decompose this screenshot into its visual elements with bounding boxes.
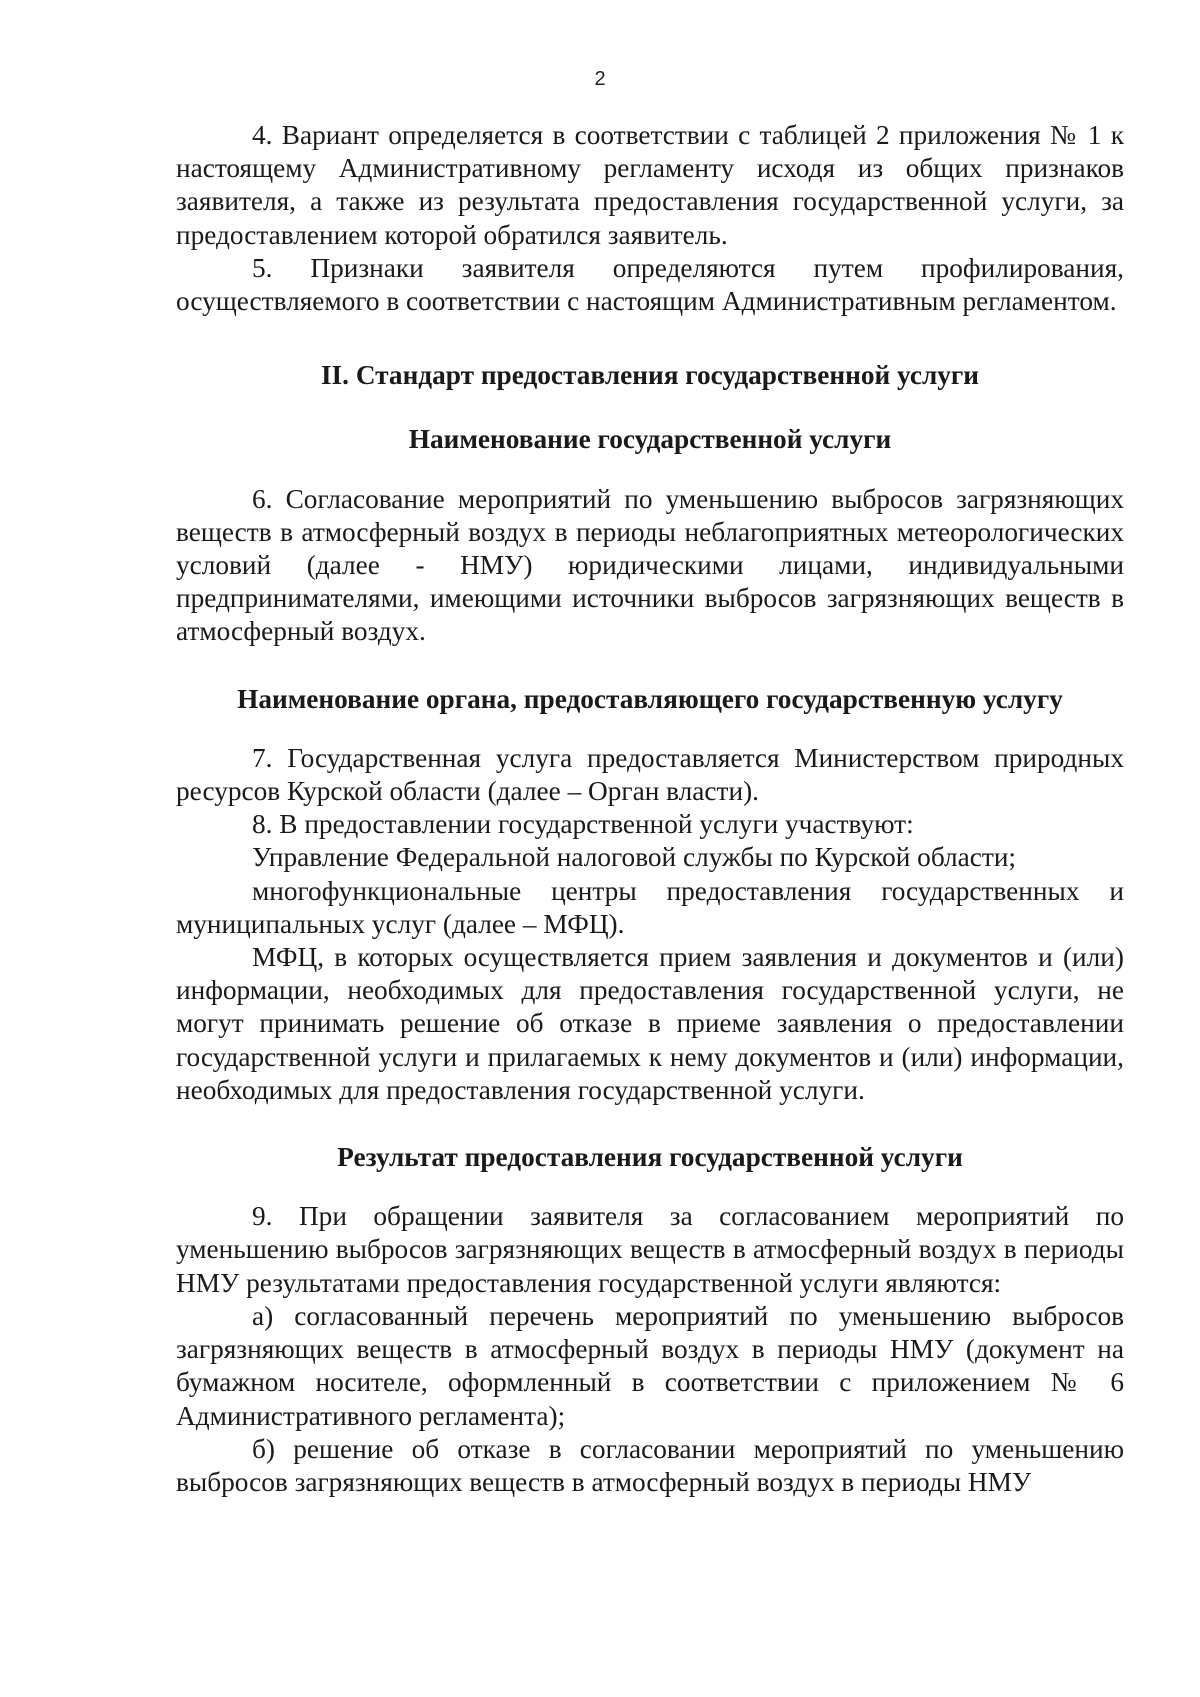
subsection-heading: Наименование органа, предоставляющего государственную услугу: [237, 683, 1063, 714]
paragraph: 5. Признаки заявителя определяются путем профилирования, осуществляемого в соответствии с настоящим Административным регламентом.: [176, 252, 1124, 317]
paragraph: МФЦ, в которых осуществляется прием заявления и документов и (или) информации, необходимых для предоставления государственной услуги, не могут принимать решение об отказе в приеме заявления о предоставлении государственной услуги и прилагаемых к нему документов и (или) информации, необходимых для предоставления государственной услуги.: [176, 942, 1124, 1105]
paragraph: б) решение об отказе в согласовании мероприятий по уменьшению выбросов загрязняющих веществ в атмосферный воздух в периоды НМУ: [176, 1433, 1124, 1497]
paragraph: а) согласованный перечень мероприятий по уменьшению выбросов загрязняющих веществ в атмосферный воздух в периоды НМУ (документ на бумажном носителе, оформленный в соответствии с приложением № 6 Административного регламента);: [176, 1300, 1124, 1431]
paragraph: многофункциональные центры предоставления государственных и муниципальных услуг (далее – МФЦ).: [176, 875, 1124, 939]
subsection-heading: Наименование государственной услуги: [408, 424, 892, 455]
paragraph: 9. При обращении заявителя за согласованием мероприятий по уменьшению выбросов загрязняющих веществ в атмосферный воздух в периоды НМУ результатами предоставления государственной услуги являются:: [176, 1201, 1124, 1298]
subsection-heading: Результат предоставления государственной услуги: [337, 1142, 963, 1173]
page-number: 2: [594, 68, 606, 90]
paragraph: 8. В предоставлении государственной услуги участвуют:: [252, 809, 914, 840]
paragraph: 7. Государственная услуга предоставляется Министерством природных ресурсов Курской области (далее – Орган власти).: [176, 742, 1124, 807]
document-body: [176, 119, 1124, 1499]
paragraph: 4. Вариант определяется в соответствии с таблицей 2 приложения № 1 к настоящему Административному регламенту исходя из общих признаков заявителя, а также из результата предоставления государственной услуги, за предоставлением которой обратился заявитель.: [176, 120, 1124, 250]
paragraph: Управление Федеральной налоговой службы по Курской области;: [252, 842, 1017, 873]
paragraph: 6. Согласование мероприятий по уменьшению выбросов загрязняющих веществ в атмосферный воздух в периоды неблагоприятных метеорологических условий (далее - НМУ) юридическими лицами, индивидуальными предпринимателями, имеющими источники выбросов загрязняющих веществ в атмосферный воздух.: [176, 483, 1124, 647]
section-title: II. Стандарт предоставления государственной услуги: [320, 360, 980, 391]
